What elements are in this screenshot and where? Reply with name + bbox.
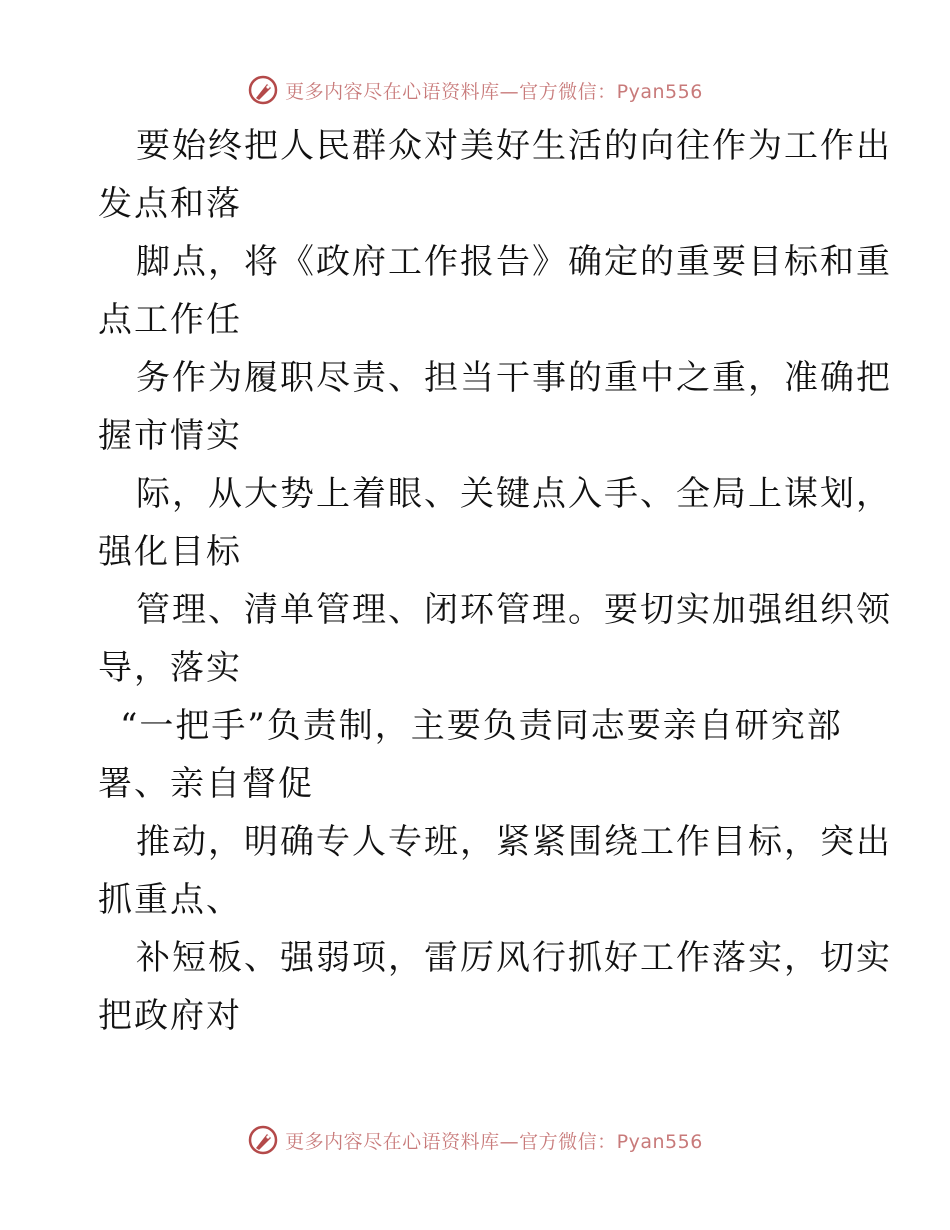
text-line: “一把手”负责制，主要负责同志要亲自研究部 [120, 706, 843, 746]
text-line: 强化目标 [98, 532, 242, 572]
text-line: 脚点，将《政府工作报告》确定的重要目标和重 [136, 242, 892, 282]
text-line: 握市情实 [98, 416, 242, 456]
text-line: 点工作任 [98, 300, 242, 340]
text-line: 补短板、强弱项，雷厉风行抓好工作落实，切实 [136, 938, 892, 978]
text-line: 把政府对 [98, 996, 242, 1036]
footer-watermark [0, 1120, 950, 1160]
text-line: 管理、清单管理、闭环管理。要切实加强组织领 [136, 590, 892, 630]
pen-nib-logo-icon [247, 1124, 279, 1156]
text-line: 导，落实 [98, 648, 242, 688]
text-line: 际，从大势上着眼、关键点入手、全局上谋划， [136, 474, 892, 514]
text-line: 要始终把人民群众对美好生活的向往作为工作出 [136, 126, 892, 166]
watermark-text: 更多内容尽在心语资料库—官方微信：Pyan556 [285, 1130, 703, 1153]
pen-nib-logo-icon [247, 74, 279, 106]
text-line: 抓重点、 [98, 880, 242, 920]
text-line: 务作为履职尽责、担当干事的重中之重，准确把 [136, 358, 892, 398]
text-line: 署、亲自督促 [98, 764, 314, 804]
text-line: 发点和落 [98, 184, 242, 224]
header-watermark [0, 70, 950, 110]
watermark-text: 更多内容尽在心语资料库—官方微信：Pyan556 [285, 80, 703, 103]
text-line: 推动，明确专人专班，紧紧围绕工作目标，突出 [136, 822, 892, 862]
